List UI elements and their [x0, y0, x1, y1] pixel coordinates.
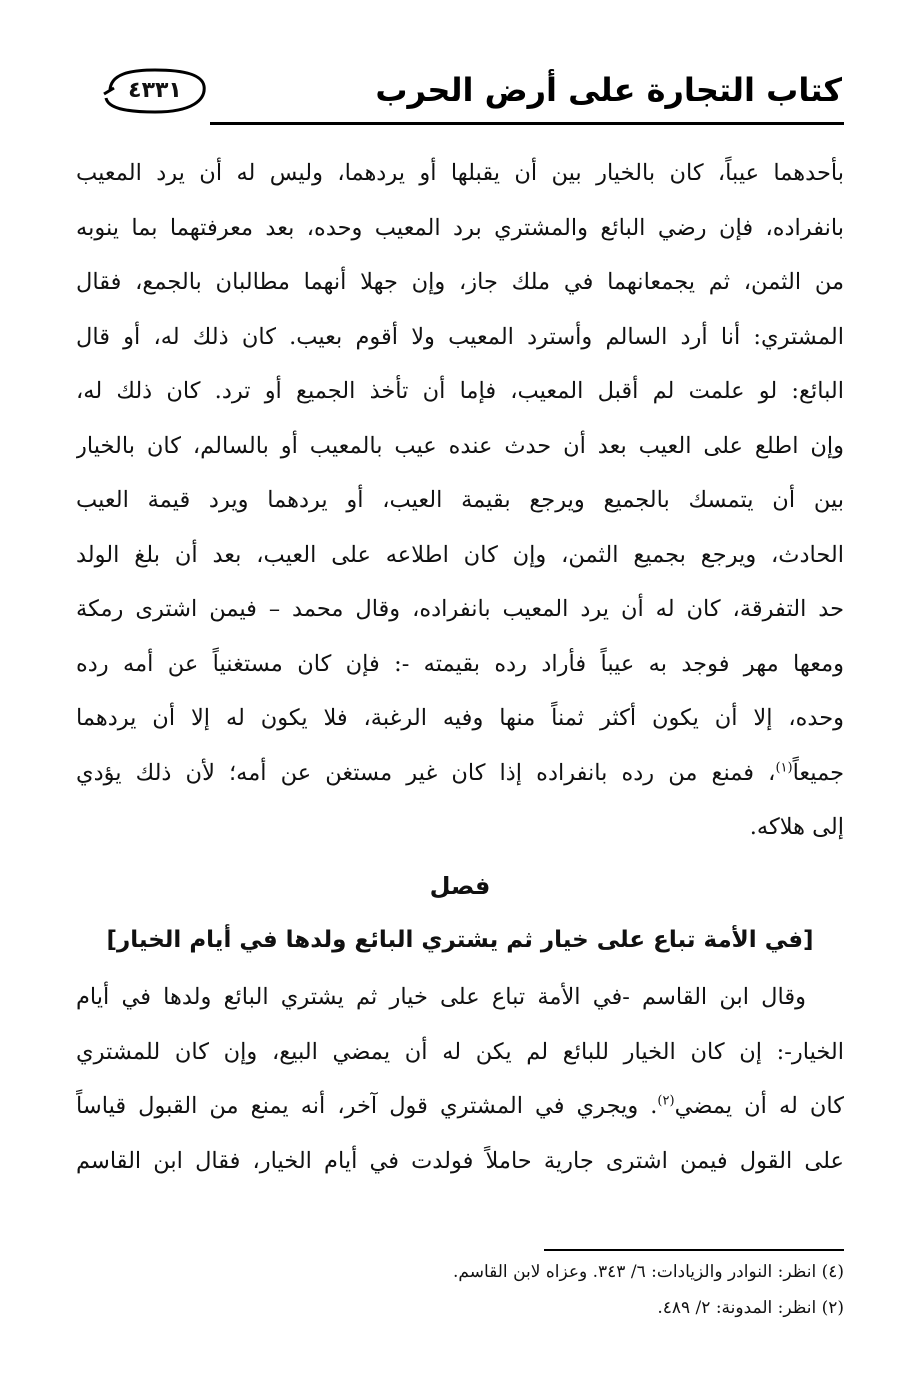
body-text-span: . ويجري في المشتري قول آخر، أنه يمنع من القبول قياساً — [76, 1093, 658, 1119]
body-text-span: كان له أن يمضي — [674, 1093, 844, 1119]
body-paragraph-2 — [76, 970, 844, 1188]
body-line: بانفراده، فإن رضي البائع والمشتري برد المعيب وحده، بعد معرفتهما بما ينوبه — [76, 214, 844, 241]
body-line: المشتري: أنا أرد السالم وأسترد المعيب ولا أقوم بعيب. كان ذلك له، أو قال — [76, 323, 844, 350]
body-line: وقال ابن القاسم -في الأمة تباع على خيار ثم يشتري البائع ولدها في أيام — [76, 984, 806, 1010]
body-line: الخيار-: إن كان الخيار للبائع لم يكن له أن يمضي البيع، وإن كان للمشتري — [76, 1038, 844, 1065]
body-line: وإن اطلع على العيب بعد أن حدث عنده عيب بالمعيب أو بالسالم، كان بالخيار — [76, 432, 844, 459]
body-line: حد التفرقة، كان له أن يرد المعيب بانفراده، وقال محمد – فيمن اشترى رمكة — [76, 596, 844, 622]
body-line — [76, 1079, 844, 1134]
body-line: على القول فيمن اشترى جارية حاملاً فولدت في أيام الخيار، فقال ابن القاسم — [76, 1147, 844, 1174]
running-header-title: كتاب التجارة على أرض الحرب — [375, 71, 842, 109]
page-number: ٤٣٣١ — [128, 78, 182, 103]
footnotes — [76, 1254, 844, 1326]
section-subtitle: [في الأمة تباع على خيار ثم يشتري البائع ولدها في أيام الخيار] — [106, 927, 814, 953]
body-line: البائع: لو علمت لم أقبل المعيب، فإما أن تأخذ الجميع أو ترد. كان ذلك له، — [76, 378, 844, 404]
body-paragraph — [76, 146, 844, 855]
body-line: من الثمن، ثم يجمعانهما في ملك جاز، وإن جهلا أنهما مطالبان بالجمع، فقال — [76, 269, 844, 295]
footnote-ref-1[interactable]: (١) — [775, 760, 793, 775]
body-line: الحادث، ويرجع بجميع الثمن، وإن كان اطلاعه على العيب، بعد أن بلغ الولد — [76, 541, 844, 568]
footnote-ref-2[interactable]: (٢) — [657, 1093, 675, 1109]
body-text-span: ، فمنع من رده بانفراده إذا كان غير مستغن عن أمه؛ لأن ذلك يؤدي — [76, 759, 776, 786]
header-rule — [210, 122, 844, 125]
footnote-rule — [544, 1249, 844, 1251]
body-line: وحده، إلا أن يكون أكثر ثمناً منها وفيه الرغبة، فلا يكون له إلا أن يردهما — [76, 705, 844, 731]
body-line: ومعها مهر فوجد به عيباً فأراد رده بقيمته -: فإن كان مستغنياً عن أمه رده — [76, 650, 844, 677]
footnote-1: (٤) انظر: النوادر والزيادات: ٦/ ٣٤٣. وعزاه لابن القاسم. — [453, 1262, 844, 1282]
section-title: فصل — [429, 872, 491, 900]
body-line: بأحدهما عيباً، كان بالخيار بين أن يقبلها أو يردهما، وليس له أن يرد المعيب — [76, 160, 844, 186]
page-number-badge — [100, 64, 210, 118]
body-text-span: جميعاً — [792, 759, 844, 786]
body-line: إلى هلاكه. — [749, 814, 844, 840]
body-line: بين أن يتمسك بالجميع ويرجع بقيمة العيب، أو يردهما ويرد قيمة العيب — [76, 487, 844, 513]
body-line — [76, 746, 844, 801]
footnote-2: (٢) انظر: المدونة: ٢/ ٤٨٩. — [657, 1298, 844, 1318]
